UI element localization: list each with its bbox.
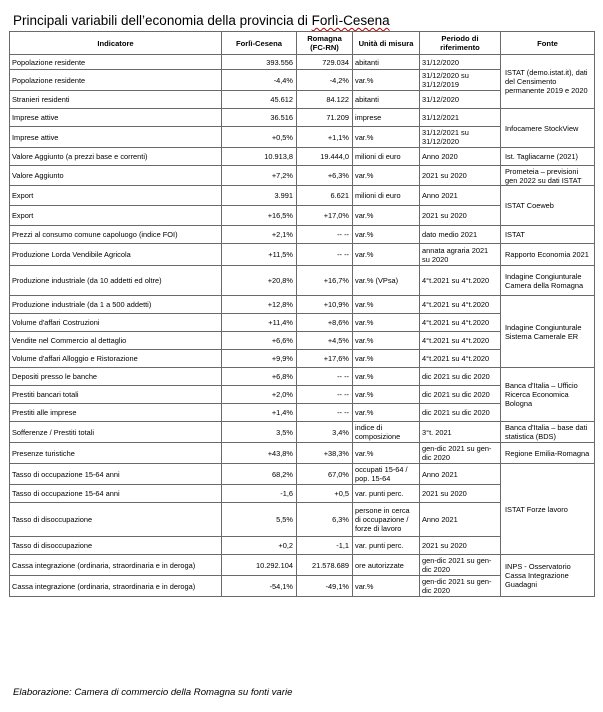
indicator-cell: Depositi presso le banche (10, 368, 222, 386)
forli-cesena-cell: -54,1% (222, 576, 297, 597)
indicator-cell: Prezzi al consumo comune capoluogo (indice FOI) (10, 226, 222, 244)
source-cell: Prometeia – previsioni gen 2022 su dati ISTAT (501, 166, 595, 186)
period-cell: gen-dic 2021 su gen-dic 2020 (420, 555, 501, 576)
column-header: Unità di misura (353, 32, 420, 55)
source-cell: ISTAT Forze lavoro (501, 464, 595, 555)
period-cell: 4°t.2021 su 4°t.2020 (420, 296, 501, 314)
romagna-cell: 21.578.689 (297, 555, 353, 576)
source-cell: Infocamere StockView (501, 109, 595, 148)
indicator-cell: Tasso di occupazione 15-64 anni (10, 485, 222, 503)
unit-cell: abitanti (353, 55, 420, 70)
table-row (10, 55, 595, 70)
period-cell: 4°t.2021 su 4°t.2020 (420, 332, 501, 350)
period-cell: 2021 su 2020 (420, 537, 501, 555)
unit-cell: persone in cerca di occupazione / forze di lavoro (353, 503, 420, 537)
romagna-cell: -- -- (297, 404, 353, 422)
indicator-cell: Produzione industriale (da 1 a 500 addetti) (10, 296, 222, 314)
romagna-cell: -- -- (297, 386, 353, 404)
indicator-cell: Vendite nel Commercio al dettaglio (10, 332, 222, 350)
forli-cesena-cell: 36.516 (222, 109, 297, 127)
source-cell: Banca d'Italia – base dati statistica (BDS) (501, 422, 595, 443)
footnote: Elaborazione: Camera di commercio della Romagna su fonti varie (13, 687, 293, 698)
indicator-cell: Presenze turistiche (10, 443, 222, 464)
column-header: Fonte (501, 32, 595, 55)
forli-cesena-cell: +43,8% (222, 443, 297, 464)
source-cell: Indagine Congiunturale Camera della Romagna (501, 266, 595, 296)
unit-cell: milioni di euro (353, 186, 420, 206)
unit-cell: var.% (353, 314, 420, 332)
period-cell: 2021 su 2020 (420, 485, 501, 503)
source-cell: ISTAT Coeweb (501, 186, 595, 226)
forli-cesena-cell: +7,2% (222, 166, 297, 186)
romagna-cell: -- -- (297, 368, 353, 386)
romagna-cell: -- -- (297, 244, 353, 266)
source-cell: INPS - Osservatorio Cassa Integrazione Guadagni (501, 555, 595, 597)
source-cell: Indagine Congiunturale Sistema Camerale ER (501, 296, 595, 368)
indicator-cell: Imprese attive (10, 127, 222, 148)
romagna-cell: +17,6% (297, 350, 353, 368)
table-row (10, 266, 595, 296)
source-cell: Rapporto Economia 2021 (501, 244, 595, 266)
indicator-cell: Valore Aggiunto (10, 166, 222, 186)
period-cell: 31/12/2020 su 31/12/2019 (420, 70, 501, 91)
romagna-cell: 6.621 (297, 186, 353, 206)
unit-cell: var.% (353, 166, 420, 186)
source-cell: ISTAT (demo.istat.it), dati del Censimento permanente 2019 e 2020 (501, 55, 595, 109)
column-header: Forlì-Cesena (222, 32, 297, 55)
unit-cell: var.% (353, 244, 420, 266)
forli-cesena-cell: -4,4% (222, 70, 297, 91)
forli-cesena-cell: +6,8% (222, 368, 297, 386)
unit-cell: var. punti perc. (353, 537, 420, 555)
unit-cell: var.% (353, 443, 420, 464)
forli-cesena-cell: 68,2% (222, 464, 297, 485)
unit-cell: var.% (353, 368, 420, 386)
period-cell: Anno 2020 (420, 148, 501, 166)
forli-cesena-cell: +1,4% (222, 404, 297, 422)
romagna-cell: 71.209 (297, 109, 353, 127)
period-cell: 4°t.2021 su 4°t.2020 (420, 350, 501, 368)
table-body (10, 32, 595, 597)
indicator-cell: Sofferenze / Prestiti totali (10, 422, 222, 443)
indicator-cell: Cassa integrazione (ordinaria, straordinaria e in deroga) (10, 576, 222, 597)
unit-cell: milioni di euro (353, 148, 420, 166)
romagna-cell: 67,0% (297, 464, 353, 485)
page-title (13, 13, 390, 29)
unit-cell: var.% (353, 296, 420, 314)
period-cell: dato medio 2021 (420, 226, 501, 244)
indicators-table (9, 31, 595, 597)
column-header: Periodo di riferimento (420, 32, 501, 55)
source-cell: Regione Emilia-Romagna (501, 443, 595, 464)
romagna-cell: +6,3% (297, 166, 353, 186)
indicator-cell: Cassa integrazione (ordinaria, straordinaria e in deroga) (10, 555, 222, 576)
unit-cell: imprese (353, 109, 420, 127)
table-row (10, 148, 595, 166)
romagna-cell: +17,0% (297, 206, 353, 226)
romagna-cell: 84.122 (297, 91, 353, 109)
romagna-cell: +38,3% (297, 443, 353, 464)
period-cell: annata agraria 2021 su 2020 (420, 244, 501, 266)
forli-cesena-cell: +11,5% (222, 244, 297, 266)
romagna-cell: +16,7% (297, 266, 353, 296)
period-cell: 3°t. 2021 (420, 422, 501, 443)
period-cell: Anno 2021 (420, 503, 501, 537)
table-row (10, 296, 595, 314)
romagna-cell: 3,4% (297, 422, 353, 443)
period-cell: Anno 2021 (420, 464, 501, 485)
source-cell: Banca d'Italia – Ufficio Ricerca Economica Bologna (501, 368, 595, 422)
column-header: Indicatore (10, 32, 222, 55)
period-cell: 31/12/2021 su 31/12/2020 (420, 127, 501, 148)
period-cell: 2021 su 2020 (420, 166, 501, 186)
forli-cesena-cell: 5,5% (222, 503, 297, 537)
period-cell: dic 2021 su dic 2020 (420, 368, 501, 386)
period-cell: dic 2021 su dic 2020 (420, 404, 501, 422)
indicator-cell: Volume d'affari Alloggio e Ristorazione (10, 350, 222, 368)
column-header: Romagna (FC-RN) (297, 32, 353, 55)
table-row (10, 464, 595, 485)
indicator-cell: Volume d'affari Costruzioni (10, 314, 222, 332)
romagna-cell: 6,3% (297, 503, 353, 537)
indicator-cell: Tasso di disoccupazione (10, 503, 222, 537)
table-row (10, 109, 595, 127)
forli-cesena-cell: +12,8% (222, 296, 297, 314)
indicator-cell: Popolazione residente (10, 70, 222, 91)
indicator-cell: Popolazione residente (10, 55, 222, 70)
forli-cesena-cell: +11,4% (222, 314, 297, 332)
romagna-cell: +10,9% (297, 296, 353, 314)
period-cell: 31/12/2020 (420, 55, 501, 70)
forli-cesena-cell: +16,5% (222, 206, 297, 226)
forli-cesena-cell: +9,9% (222, 350, 297, 368)
indicator-cell: Prestiti alle imprese (10, 404, 222, 422)
table-row (10, 226, 595, 244)
unit-cell: var.% (353, 576, 420, 597)
indicator-cell: Tasso di disoccupazione (10, 537, 222, 555)
table-row (10, 555, 595, 576)
indicator-cell: Prestiti bancari totali (10, 386, 222, 404)
forli-cesena-cell: 10.292.104 (222, 555, 297, 576)
indicator-cell: Produzione Lorda Vendibile Agricola (10, 244, 222, 266)
period-cell: gen-dic 2021 su gen-dic 2020 (420, 576, 501, 597)
forli-cesena-cell: +2,1% (222, 226, 297, 244)
indicator-cell: Produzione industriale (da 10 addetti ed oltre) (10, 266, 222, 296)
romagna-cell: -1,1 (297, 537, 353, 555)
forli-cesena-cell: +20,8% (222, 266, 297, 296)
indicator-cell: Imprese attive (10, 109, 222, 127)
forli-cesena-cell: +6,6% (222, 332, 297, 350)
period-cell: Anno 2021 (420, 186, 501, 206)
table-row (10, 443, 595, 464)
indicator-cell: Valore Aggiunto (a prezzi base e correnti) (10, 148, 222, 166)
unit-cell: var.% (353, 206, 420, 226)
unit-cell: var.% (353, 70, 420, 91)
period-cell: dic 2021 su dic 2020 (420, 386, 501, 404)
forli-cesena-cell: -1,6 (222, 485, 297, 503)
romagna-cell: 19.444,0 (297, 148, 353, 166)
forli-cesena-cell: 3,5% (222, 422, 297, 443)
forli-cesena-cell: +0,2 (222, 537, 297, 555)
romagna-cell: 729.034 (297, 55, 353, 70)
unit-cell: ore autorizzate (353, 555, 420, 576)
unit-cell: var.% (353, 332, 420, 350)
unit-cell: var.% (353, 127, 420, 148)
period-cell: 31/12/2020 (420, 91, 501, 109)
header-row (10, 32, 595, 55)
indicator-cell: Export (10, 186, 222, 206)
forli-cesena-cell: 3.991 (222, 186, 297, 206)
forli-cesena-cell: +0,5% (222, 127, 297, 148)
period-cell: 31/12/2021 (420, 109, 501, 127)
forli-cesena-cell: 10.913,8 (222, 148, 297, 166)
romagna-cell: +1,1% (297, 127, 353, 148)
romagna-cell: +8,6% (297, 314, 353, 332)
unit-cell: var.% (353, 350, 420, 368)
table-row (10, 368, 595, 386)
unit-cell: abitanti (353, 91, 420, 109)
romagna-cell: -- -- (297, 226, 353, 244)
romagna-cell: -49,1% (297, 576, 353, 597)
unit-cell: var.% (VPsa) (353, 266, 420, 296)
unit-cell: occupati 15-64 / pop. 15-64 (353, 464, 420, 485)
table-row (10, 186, 595, 206)
indicator-cell: Export (10, 206, 222, 226)
source-cell: Ist. Tagliacarne (2021) (501, 148, 595, 166)
period-cell: 2021 su 2020 (420, 206, 501, 226)
romagna-cell: +0,5 (297, 485, 353, 503)
source-cell: ISTAT (501, 226, 595, 244)
unit-cell: var.% (353, 386, 420, 404)
forli-cesena-cell: 45.612 (222, 91, 297, 109)
forli-cesena-cell: +2,0% (222, 386, 297, 404)
unit-cell: var. punti perc. (353, 485, 420, 503)
unit-cell: var.% (353, 404, 420, 422)
unit-cell: var.% (353, 226, 420, 244)
table-row (10, 244, 595, 266)
period-cell: gen-dic 2021 su gen-dic 2020 (420, 443, 501, 464)
romagna-cell: +4,5% (297, 332, 353, 350)
period-cell: 4°t.2021 su 4°t.2020 (420, 266, 501, 296)
title-text: Principali variabili dell’economia della provincia di (13, 13, 312, 28)
title-place: Forlì-Cesena (311, 13, 390, 28)
unit-cell: indice di composizione (353, 422, 420, 443)
indicator-cell: Stranieri residenti (10, 91, 222, 109)
period-cell: 4°t.2021 su 4°t.2020 (420, 314, 501, 332)
table-row (10, 166, 595, 186)
forli-cesena-cell: 393.556 (222, 55, 297, 70)
indicator-cell: Tasso di occupazione 15-64 anni (10, 464, 222, 485)
romagna-cell: -4,2% (297, 70, 353, 91)
table-row (10, 422, 595, 443)
